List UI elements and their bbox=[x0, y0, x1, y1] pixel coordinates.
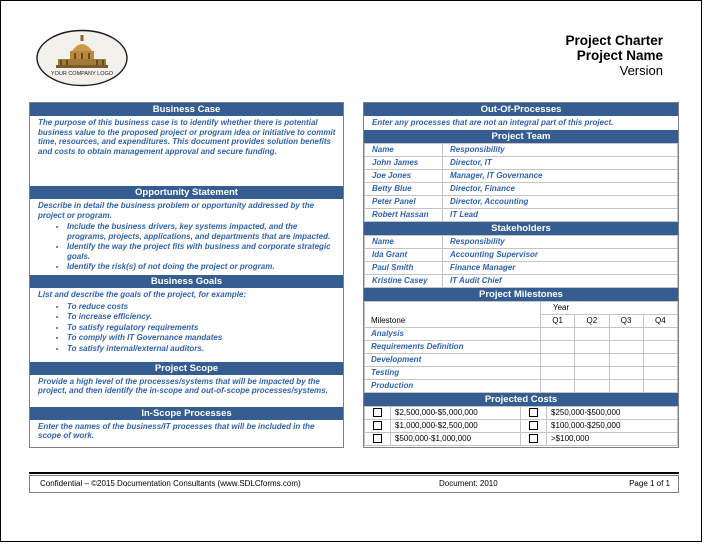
business-case-header: Business Case bbox=[30, 103, 343, 116]
team-header-name: Name bbox=[365, 144, 443, 157]
table-row bbox=[365, 209, 678, 222]
team-role-cell: IT Lead bbox=[443, 209, 678, 222]
stakeholder-header-name: Name bbox=[365, 236, 443, 249]
table-row bbox=[365, 407, 678, 420]
quarter-cell[interactable] bbox=[575, 341, 609, 354]
quarter-cell[interactable] bbox=[541, 367, 575, 380]
quarter-cell[interactable] bbox=[609, 367, 643, 380]
project-name: Project Name bbox=[576, 48, 663, 63]
quarter-cell[interactable] bbox=[541, 354, 575, 367]
checkbox-icon[interactable] bbox=[529, 421, 538, 430]
list-item: • Identify the way the project fits with business and corporate strategic goals. bbox=[67, 242, 337, 262]
opportunity-header: Opportunity Statement bbox=[30, 186, 343, 199]
stakeholder-name-cell: Ida Grant bbox=[365, 249, 443, 262]
milestones-table bbox=[364, 301, 678, 393]
document-title: Project Charter bbox=[565, 33, 663, 48]
table-row bbox=[365, 183, 678, 196]
in-scope-header: In-Scope Processes bbox=[30, 407, 343, 420]
business-goals-header: Business Goals bbox=[30, 275, 343, 288]
table-row bbox=[365, 315, 678, 328]
cost-range-label: $2,500,000-$5,000,000 bbox=[391, 407, 521, 420]
opportunity-text: Describe in detail the business problem or opportunity addressed by the project or program. bbox=[38, 201, 315, 220]
in-scope-text: Enter the names of the business/IT processes that will be included in the scope of work. bbox=[38, 421, 315, 440]
stakeholder-role-cell: Finance Manager bbox=[443, 262, 678, 275]
out-of-processes-text: Enter any processes that are not an integral part of this project. bbox=[372, 118, 614, 127]
company-logo bbox=[36, 29, 128, 87]
team-header-responsibility: Responsibility bbox=[443, 144, 678, 157]
stakeholder-role-cell: Accounting Supervisor bbox=[443, 249, 678, 262]
cost-checkbox[interactable] bbox=[521, 407, 547, 420]
quarter-cell[interactable] bbox=[575, 367, 609, 380]
quarter-cell[interactable] bbox=[541, 328, 575, 341]
cost-range-label: $100,000-$250,000 bbox=[547, 420, 678, 433]
quarter-q4: Q4 bbox=[643, 315, 677, 328]
quarter-cell[interactable] bbox=[643, 341, 677, 354]
footer-document-number: Document: 2010 bbox=[439, 479, 498, 488]
quarter-cell[interactable] bbox=[609, 341, 643, 354]
team-name-cell: Robert Hassan bbox=[365, 209, 443, 222]
table-row bbox=[365, 157, 678, 170]
list-item: • To reduce costs bbox=[67, 302, 337, 313]
cost-checkbox[interactable] bbox=[521, 433, 547, 446]
quarter-cell[interactable] bbox=[541, 341, 575, 354]
checkbox-icon[interactable] bbox=[373, 421, 382, 430]
cost-range-label: >$100,000 bbox=[547, 433, 678, 446]
quarter-cell[interactable] bbox=[575, 380, 609, 393]
quarter-cell[interactable] bbox=[575, 354, 609, 367]
milestone-name-cell: Testing bbox=[365, 367, 541, 380]
team-role-cell: Manager, IT Governance bbox=[443, 170, 678, 183]
table-row bbox=[365, 367, 678, 380]
stakeholder-name-cell: Paul Smith bbox=[365, 262, 443, 275]
table-row bbox=[365, 236, 678, 249]
stakeholder-name-cell: Kristine Casey bbox=[365, 275, 443, 288]
table-row bbox=[365, 341, 678, 354]
quarter-q3: Q3 bbox=[609, 315, 643, 328]
table-row bbox=[365, 420, 678, 433]
table-row bbox=[365, 302, 678, 315]
checkbox-icon[interactable] bbox=[373, 434, 382, 443]
list-item: • To satisfy regulatory requirements bbox=[67, 323, 337, 334]
checkbox-icon[interactable] bbox=[529, 434, 538, 443]
milestone-blank-cell bbox=[365, 302, 541, 315]
table-row bbox=[365, 249, 678, 262]
milestone-name-cell: Development bbox=[365, 354, 541, 367]
table-row bbox=[365, 354, 678, 367]
stakeholders-table bbox=[364, 235, 678, 288]
milestones-header: Project Milestones bbox=[364, 288, 678, 301]
checkbox-icon[interactable] bbox=[529, 408, 538, 417]
cost-checkbox[interactable] bbox=[521, 420, 547, 433]
milestone-name-cell: Production bbox=[365, 380, 541, 393]
project-scope-text: Provide a high level of the processes/systems that will be impacted by the project, and then identify the in-scope and out-of-scope processes/systems. bbox=[38, 376, 328, 395]
team-name-cell: Betty Blue bbox=[365, 183, 443, 196]
quarter-cell[interactable] bbox=[609, 328, 643, 341]
milestone-name-cell: Analysis bbox=[365, 328, 541, 341]
cost-range-label: $250,000-$500,000 bbox=[547, 407, 678, 420]
table-row bbox=[365, 275, 678, 288]
cost-checkbox[interactable] bbox=[365, 433, 391, 446]
business-goals-text: List and describe the goals of the project, for example: bbox=[38, 290, 247, 299]
document-header bbox=[565, 33, 663, 78]
table-row bbox=[365, 262, 678, 275]
team-name-cell: Joe Jones bbox=[365, 170, 443, 183]
right-column bbox=[363, 102, 679, 448]
document-version: Version bbox=[619, 63, 663, 78]
list-item: • To satisfy internal/external auditors. bbox=[67, 344, 337, 355]
logo-text: YOUR COMPANY LOGO bbox=[50, 71, 114, 77]
team-name-cell: Peter Panel bbox=[365, 196, 443, 209]
quarter-cell[interactable] bbox=[609, 354, 643, 367]
project-scope-header: Project Scope bbox=[30, 362, 343, 375]
team-name-cell: John James bbox=[365, 157, 443, 170]
project-team-header: Project Team bbox=[364, 130, 678, 143]
team-role-cell: Director, Accounting bbox=[443, 196, 678, 209]
list-item: • Identify the risk(s) of not doing the project or program. bbox=[67, 262, 337, 273]
list-item: • Include the business drivers, key systems impacted, and the programs, projects, applications, and departments that are impacted. bbox=[67, 222, 337, 242]
left-column bbox=[29, 102, 344, 448]
quarter-q1: Q1 bbox=[541, 315, 575, 328]
table-row bbox=[365, 196, 678, 209]
out-of-processes-header: Out-Of-Processes bbox=[364, 103, 678, 116]
team-role-cell: Director, Finance bbox=[443, 183, 678, 196]
stakeholder-header-responsibility: Responsibility bbox=[443, 236, 678, 249]
footer-confidential: Confidential – ©2015 Documentation Consultants (www.SDLCforms.com) bbox=[40, 479, 301, 488]
cost-range-label: $1,000,000-$2,500,000 bbox=[391, 420, 521, 433]
list-item: • To increase efficiency. bbox=[67, 312, 337, 323]
projected-costs-table bbox=[364, 406, 678, 446]
footer-rule bbox=[29, 472, 679, 474]
table-row bbox=[365, 144, 678, 157]
quarter-cell[interactable] bbox=[643, 367, 677, 380]
quarter-q2: Q2 bbox=[575, 315, 609, 328]
checkbox-icon[interactable] bbox=[373, 408, 382, 417]
cost-checkbox[interactable] bbox=[365, 407, 391, 420]
page-footer bbox=[29, 475, 679, 493]
business-goals-list bbox=[30, 300, 343, 362]
stakeholders-header: Stakeholders bbox=[364, 222, 678, 235]
opportunity-list bbox=[30, 220, 343, 275]
milestone-label: Milestone bbox=[365, 315, 541, 328]
quarter-cell[interactable] bbox=[643, 328, 677, 341]
quarter-cell[interactable] bbox=[643, 354, 677, 367]
quarter-cell[interactable] bbox=[575, 328, 609, 341]
quarter-cell[interactable] bbox=[643, 380, 677, 393]
table-row bbox=[365, 170, 678, 183]
cost-checkbox[interactable] bbox=[365, 420, 391, 433]
business-case-text: The purpose of this business case is to identify whether there is potential business value to the proposed project or program idea or initiative to commit time, resources, and expenditures. This document provides solution benefits and costs to obtain management approval and secure funding. bbox=[38, 118, 336, 156]
table-row bbox=[365, 433, 678, 446]
team-role-cell: Director, IT bbox=[443, 157, 678, 170]
quarter-cell[interactable] bbox=[609, 380, 643, 393]
footer-page-number: Page 1 of 1 bbox=[629, 479, 670, 488]
stakeholder-role-cell: IT Audit Chief bbox=[443, 275, 678, 288]
capitol-building-icon bbox=[36, 29, 128, 87]
quarter-cell[interactable] bbox=[541, 380, 575, 393]
project-team-table bbox=[364, 143, 678, 222]
table-row bbox=[365, 328, 678, 341]
table-row bbox=[365, 380, 678, 393]
milestone-name-cell: Requirements Definition bbox=[365, 341, 541, 354]
cost-range-label: $500,000-$1,000,000 bbox=[391, 433, 521, 446]
projected-costs-header: Projected Costs bbox=[364, 393, 678, 406]
year-label: Year bbox=[541, 302, 678, 315]
list-item: • To comply with IT Governance mandates bbox=[67, 333, 337, 344]
